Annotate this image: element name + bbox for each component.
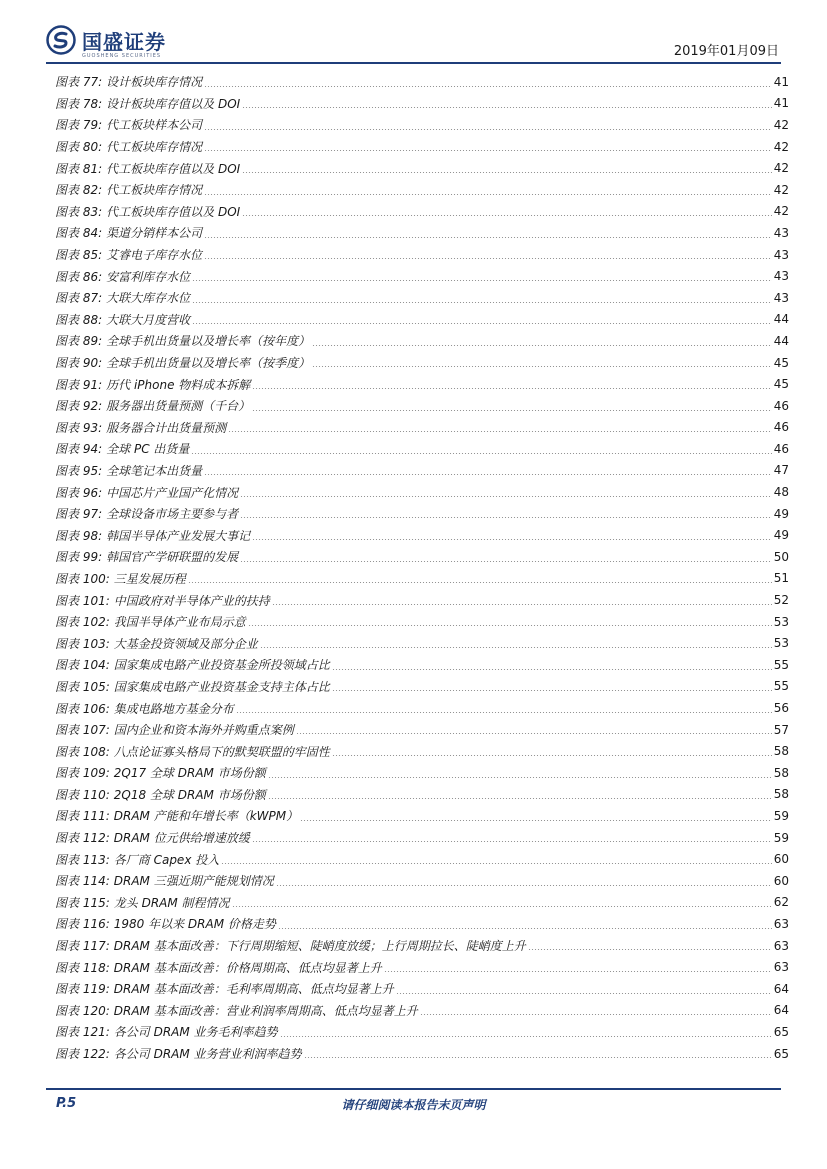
toc-entry[interactable] [55, 697, 789, 719]
toc-entry-page: 41 [773, 74, 789, 89]
toc-dot-leader [242, 215, 772, 216]
toc-dot-leader [242, 172, 772, 173]
toc-entry[interactable] [55, 784, 789, 806]
toc-entry[interactable] [55, 93, 789, 115]
toc-entry-label: 图表 92: [55, 399, 103, 414]
toc-entry[interactable] [55, 892, 789, 914]
toc-entry-title: 历代 iPhone 物料成本拆解 [106, 377, 251, 392]
toc-entry-label: 图表 100: [55, 571, 110, 586]
toc-entry-page: 60 [773, 852, 789, 867]
toc-entry[interactable] [55, 870, 789, 892]
toc-dot-leader [396, 993, 772, 994]
toc-entry-label: 图表 78: [55, 96, 103, 111]
toc-entry-title: 代工板块库存情况 [106, 140, 203, 155]
toc-dot-leader [276, 885, 772, 886]
toc-entry-label: 图表 96: [55, 485, 103, 500]
toc-entry[interactable] [55, 114, 789, 136]
toc-entry-page: 53 [773, 636, 789, 651]
toc-dot-leader [300, 820, 772, 821]
toc-entry-title: 龙头 DRAM 制程情况 [113, 895, 230, 910]
toc-entry[interactable] [55, 978, 789, 1000]
toc-entry-label: 图表 113: [55, 852, 110, 867]
toc-entry-page: 46 [773, 420, 789, 435]
toc-entry-title: 韩国官产学研联盟的发展 [106, 550, 239, 565]
toc-entry-page: 64 [773, 981, 789, 996]
toc-dot-leader [204, 194, 772, 195]
toc-entry[interactable] [55, 632, 789, 654]
toc-entry-label: 图表 87: [55, 291, 103, 306]
toc-dot-leader [192, 323, 772, 324]
toc-dot-leader [204, 237, 772, 238]
footer-divider [46, 1088, 781, 1090]
toc-entry-page: 62 [773, 895, 789, 910]
toc-entry[interactable] [55, 913, 789, 935]
toc-entry-label: 图表 110: [55, 787, 110, 802]
toc-entry-page: 43 [773, 269, 789, 284]
toc-entry[interactable] [55, 503, 789, 525]
toc-entry[interactable] [55, 568, 789, 590]
toc-entry-label: 图表 80: [55, 140, 103, 155]
toc-entry[interactable] [55, 611, 789, 633]
toc-entry-page: 53 [773, 614, 789, 629]
toc-dot-leader [332, 669, 772, 670]
toc-entry-page: 45 [773, 377, 789, 392]
page-header [0, 0, 827, 70]
toc-entry-page: 65 [773, 1046, 789, 1061]
toc-entry-label: 图表 95: [55, 463, 103, 478]
toc-entry-page: 63 [773, 916, 789, 931]
toc-entry-title: 2Q17 全球 DRAM 市场份额 [113, 766, 266, 781]
toc-entry-title: 全球手机出货量以及增长率（按年度） [106, 334, 311, 349]
toc-dot-leader [204, 150, 772, 151]
toc-entry-page: 58 [773, 744, 789, 759]
toc-entry-label: 图表 90: [55, 356, 103, 371]
toc-entry-title: 三星发展历程 [113, 571, 186, 586]
toc-entry-label: 图表 83: [55, 204, 103, 219]
toc-entry-title: 2Q18 全球 DRAM 市场份额 [113, 787, 266, 802]
toc-dot-leader [268, 777, 772, 778]
company-logo [46, 24, 166, 56]
toc-dot-leader [232, 906, 772, 907]
toc-entry[interactable] [55, 1000, 789, 1022]
toc-entry-page: 43 [773, 225, 789, 240]
toc-entry[interactable] [55, 524, 789, 546]
toc-entry-page: 64 [773, 1003, 789, 1018]
toc-entry-label: 图表 98: [55, 528, 103, 543]
toc-entry[interactable] [55, 179, 789, 201]
toc-entry-title: 大联大库存水位 [106, 291, 191, 306]
toc-entry-title: 八点论证寡头格局下的默契联盟的牢固性 [113, 744, 330, 759]
toc-entry-title: 各厂商 Capex 投入 [113, 852, 220, 867]
toc-dot-leader [252, 388, 771, 389]
toc-entry-title: DRAM 基本面改善：毛利率周期高、低点均显著上升 [113, 982, 394, 997]
toc-entry[interactable] [55, 460, 789, 482]
toc-entry-title: 艾睿电子库存水位 [106, 248, 203, 263]
toc-entry-title: 国家集成电路产业投资基金支持主体占比 [113, 679, 330, 694]
toc-entry-label: 图表 88: [55, 312, 103, 327]
page-number: P.5 [56, 1096, 77, 1111]
toc-entry-label: 图表 86: [55, 269, 103, 284]
toc-entry-label: 图表 93: [55, 420, 103, 435]
toc-entry-page: 58 [773, 765, 789, 780]
toc-entry-page: 65 [773, 1024, 789, 1039]
toc-entry-label: 图表 108: [55, 744, 110, 759]
toc-dot-leader [221, 863, 771, 864]
toc-entry-label: 图表 121: [55, 1025, 110, 1040]
toc-entry[interactable] [55, 244, 789, 266]
toc-entry[interactable] [55, 222, 789, 244]
toc-entry-label: 图表 79: [55, 118, 103, 133]
toc-entry-title: 全球笔记本出货量 [106, 463, 203, 478]
toc-entry[interactable] [55, 265, 789, 287]
report-date: 2019年01月09日 [673, 44, 779, 59]
toc-entry[interactable] [55, 740, 789, 762]
toc-entry-title: DRAM 基本面改善：营业利润率周期高、低点均显著上升 [113, 1003, 418, 1018]
toc-entry-label: 图表 118: [55, 960, 110, 975]
toc-entry-title: 我国半导体产业布局示意 [113, 615, 246, 630]
toc-dot-leader [280, 1036, 772, 1037]
toc-entry[interactable] [55, 762, 789, 784]
toc-entry-page: 45 [773, 355, 789, 370]
toc-entry[interactable] [55, 417, 789, 439]
toc-dot-leader [240, 517, 772, 518]
toc-entry-page: 52 [773, 593, 789, 608]
toc-entry-label: 图表 102: [55, 615, 110, 630]
toc-entry-label: 图表 112: [55, 831, 110, 846]
toc-entry-label: 图表 111: [55, 809, 110, 824]
toc-entry[interactable] [55, 438, 789, 460]
toc-entry-page: 42 [773, 204, 789, 219]
toc-entry-title: 中国政府对半导体产业的扶持 [113, 593, 270, 608]
toc-dot-leader [332, 755, 772, 756]
toc-entry-page: 58 [773, 787, 789, 802]
toc-dot-leader [312, 366, 772, 367]
toc-dot-leader [260, 647, 772, 648]
toc-entry[interactable] [55, 136, 789, 158]
toc-entry-label: 图表 82: [55, 183, 103, 198]
toc-entry-label: 图表 122: [55, 1047, 110, 1062]
toc-entry-title: 全球手机出货量以及增长率（按季度） [106, 356, 311, 371]
toc-entry-title: 韩国半导体产业发展大事记 [106, 528, 251, 543]
toc-entry-title: 各公司 DRAM 业务毛利率趋势 [113, 1025, 278, 1040]
toc-dot-leader [242, 107, 772, 108]
toc-entry-title: 安富利库存水位 [106, 269, 191, 284]
toc-entry[interactable] [55, 589, 789, 611]
toc-entry-page: 51 [773, 571, 789, 586]
toc-dot-leader [228, 431, 772, 432]
toc-entry-label: 图表 115: [55, 895, 110, 910]
toc-entry-title: 代工板块样本公司 [106, 118, 203, 133]
toc-entry[interactable] [55, 71, 789, 93]
toc-entry-page: 41 [773, 96, 789, 111]
toc-entry-page: 63 [773, 960, 789, 975]
toc-entry-title: 设计板块库存值以及 DOI [106, 96, 241, 111]
toc-entry-label: 图表 107: [55, 723, 110, 738]
toc-entry-title: 集成电路地方基金分布 [113, 701, 234, 716]
toc-entry[interactable] [55, 805, 789, 827]
toc-entry-title: 全球 PC 出货量 [106, 442, 190, 457]
toc-dot-leader [204, 474, 772, 475]
toc-dot-leader [312, 345, 772, 346]
toc-entry[interactable] [55, 676, 789, 698]
toc-entry-title: 设计板块库存情况 [106, 75, 203, 90]
toc-entry[interactable] [55, 395, 789, 417]
toc-entry-page: 49 [773, 528, 789, 543]
toc-entry-label: 图表 99: [55, 550, 103, 565]
toc-dot-leader [240, 496, 772, 497]
brand-subtitle: GUOSHENG SECURITIES [82, 53, 162, 59]
toc-entry-title: 国内企业和资本海外并购重点案例 [113, 723, 294, 738]
toc-entry-page: 46 [773, 441, 789, 456]
toc-entry-title: 大联大月度营收 [106, 312, 191, 327]
toc-entry-title: 服务器出货量预测（千台） [106, 399, 251, 414]
toc-entry-title: 全球设备市场主要参与者 [106, 507, 239, 522]
toc-entry-page: 47 [773, 463, 789, 478]
toc-dot-leader [252, 539, 772, 540]
toc-entry-page: 60 [773, 873, 789, 888]
toc-entry-title: DRAM 位元供给增速放缓 [113, 831, 250, 846]
toc-entry[interactable] [55, 352, 789, 374]
toc-entry[interactable] [55, 546, 789, 568]
toc-entry[interactable] [55, 1021, 789, 1043]
disclaimer-note: 请仔细阅读本报告末页声明 [341, 1098, 486, 1112]
toc-entry-page: 50 [773, 549, 789, 564]
toc-entry-label: 图表 84: [55, 226, 103, 241]
toc-entry-page: 55 [773, 657, 789, 672]
toc-dot-leader [192, 280, 772, 281]
toc-dot-leader [252, 410, 772, 411]
toc-dot-leader [304, 1057, 772, 1058]
toc-dot-leader [296, 733, 772, 734]
toc-entry-label: 图表 97: [55, 507, 103, 522]
toc-entry[interactable] [55, 848, 789, 870]
toc-dot-leader [528, 949, 772, 950]
toc-entry-page: 55 [773, 679, 789, 694]
toc-entry-title: 渠道分销样本公司 [106, 226, 203, 241]
toc-entry-page: 44 [773, 333, 789, 348]
toc-entry[interactable] [55, 935, 789, 957]
toc-entry-page: 49 [773, 506, 789, 521]
toc-entry-label: 图表 104: [55, 658, 110, 673]
toc-entry-label: 图表 114: [55, 874, 110, 889]
toc-entry-page: 56 [773, 701, 789, 716]
toc-entry-title: 各公司 DRAM 业务营业利润率趋势 [113, 1047, 302, 1062]
toc-dot-leader [204, 86, 772, 87]
figure-index-list [55, 71, 789, 1064]
toc-entry-page: 42 [773, 117, 789, 132]
toc-entry-page: 44 [773, 312, 789, 327]
toc-dot-leader [204, 129, 772, 130]
toc-entry-page: 59 [773, 808, 789, 823]
toc-entry-page: 63 [773, 938, 789, 953]
toc-entry-label: 图表 117: [55, 939, 110, 954]
toc-entry-label: 图表 81: [55, 161, 103, 176]
brand-name: 国盛证券 [82, 29, 166, 54]
toc-entry-label: 图表 119: [55, 982, 110, 997]
toc-entry-title: 代工板块库存情况 [106, 183, 203, 198]
toc-dot-leader [204, 258, 772, 259]
toc-dot-leader [240, 561, 772, 562]
toc-entry[interactable] [55, 373, 789, 395]
toc-entry-label: 图表 89: [55, 334, 103, 349]
toc-entry[interactable] [55, 157, 789, 179]
toc-entry-title: DRAM 基本面改善：价格周期高、低点均显著上升 [113, 960, 382, 975]
toc-entry-page: 43 [773, 290, 789, 305]
toc-entry[interactable] [55, 956, 789, 978]
toc-entry-title: 大基金投资领域及部分企业 [113, 636, 258, 651]
toc-entry-title: 代工板块库存值以及 DOI [106, 161, 241, 176]
toc-entry-label: 图表 105: [55, 679, 110, 694]
toc-entry-title: DRAM 基本面改善：下行周期缩短、陡峭度放缓；上行周期拉长、陡峭度上升 [113, 939, 526, 954]
toc-dot-leader [192, 302, 772, 303]
toc-entry-title: DRAM 三强近期产能规划情况 [113, 874, 274, 889]
toc-entry-page: 42 [773, 161, 789, 176]
toc-entry-page: 43 [773, 247, 789, 262]
header-divider [46, 62, 781, 64]
toc-entry-title: DRAM 产能和年增长率（kWPM） [113, 809, 299, 824]
toc-entry-label: 图表 109: [55, 766, 110, 781]
toc-entry[interactable] [55, 719, 789, 741]
toc-entry-label: 图表 116: [55, 917, 110, 932]
toc-entry[interactable] [55, 330, 789, 352]
toc-dot-leader [191, 453, 771, 454]
toc-dot-leader [248, 625, 772, 626]
toc-dot-leader [236, 712, 772, 713]
toc-entry-label: 图表 77: [55, 75, 103, 90]
toc-entry-label: 图表 91: [55, 377, 103, 392]
toc-dot-leader [268, 798, 772, 799]
toc-entry-title: 代工板块库存值以及 DOI [106, 204, 241, 219]
toc-entry[interactable] [55, 827, 789, 849]
toc-entry[interactable] [55, 201, 789, 223]
toc-dot-leader [384, 971, 772, 972]
toc-entry[interactable] [55, 1043, 789, 1065]
toc-dot-leader [420, 1014, 772, 1015]
toc-entry-page: 46 [773, 398, 789, 413]
toc-entry-title: 中国芯片产业国产化情况 [106, 485, 239, 500]
toc-entry-title: 服务器合计出货量预测 [106, 420, 227, 435]
toc-entry-title: 国家集成电路产业投资基金所投领域占比 [113, 658, 330, 673]
toc-entry-page: 42 [773, 182, 789, 197]
toc-entry-page: 59 [773, 830, 789, 845]
toc-dot-leader [252, 841, 772, 842]
toc-entry[interactable] [55, 287, 789, 309]
toc-entry[interactable] [55, 309, 789, 331]
toc-entry[interactable] [55, 481, 789, 503]
toc-entry-page: 42 [773, 139, 789, 154]
guosheng-logo-icon [46, 25, 76, 55]
toc-entry-label: 图表 106: [55, 701, 110, 716]
toc-entry-label: 图表 103: [55, 636, 110, 651]
toc-dot-leader [278, 928, 772, 929]
toc-entry-label: 图表 85: [55, 248, 103, 263]
toc-dot-leader [332, 690, 772, 691]
toc-entry-label: 图表 120: [55, 1003, 110, 1018]
toc-dot-leader [272, 604, 772, 605]
toc-entry-label: 图表 101: [55, 593, 110, 608]
toc-entry-title: 1980 年以来 DRAM 价格走势 [113, 917, 276, 932]
toc-dot-leader [188, 582, 772, 583]
toc-entry-page: 57 [773, 722, 789, 737]
toc-entry-label: 图表 94: [55, 442, 103, 457]
toc-entry-page: 48 [773, 485, 789, 500]
toc-entry[interactable] [55, 654, 789, 676]
